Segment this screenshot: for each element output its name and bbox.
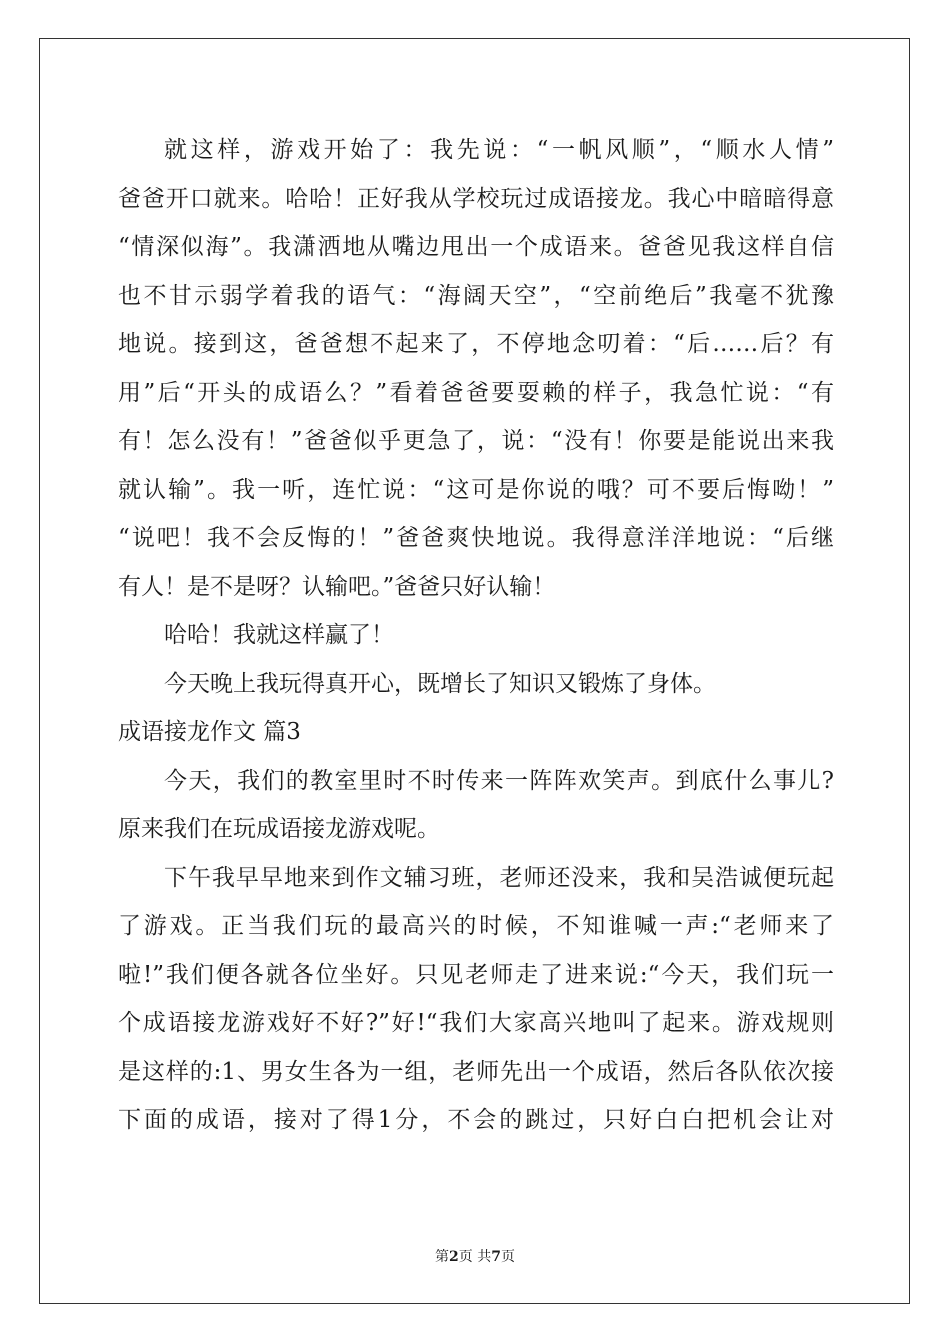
text-line: 下午我早早地来到作文辅习班，老师还没来，我和吴浩诚便玩起 — [164, 864, 834, 891]
text-line: 哈哈！我就这样赢了！ — [164, 622, 394, 648]
page-prefix: 第 — [435, 1249, 450, 1265]
text-line: 有人！是不是呀？认输吧。”爸爸只好认输！ — [118, 573, 556, 600]
text-line: “情深似海”。我潇洒地从嘴边甩出一个成语来。爸爸见我这样自信 — [118, 234, 834, 260]
text-line: 地说。接到这，爸爸想不起来了，不停地念叨着：“后……后？有 — [118, 331, 834, 357]
text-line: 了游戏。正当我们玩的最高兴的时候，不知谁喊一声:“老师来了 — [118, 913, 834, 939]
page-current: 2 — [449, 1249, 459, 1265]
text-line: 就认输”。我一听，连忙说：“这可是你说的哦？可不要后悔呦！” — [118, 476, 834, 503]
text-line: “说吧！我不会反悔的！”爸爸爽快地说。我得意洋洋地说：“后继 — [118, 525, 834, 551]
text-line: 爸爸开口就来。哈哈！正好我从学校玩过成语接龙。我心中暗暗得意 — [118, 185, 834, 212]
text-line: 今天晚上我玩得真开心，既增长了知识又锻炼了身体。 — [164, 670, 716, 697]
page-total: 7 — [491, 1249, 501, 1265]
section-heading: 成语接龙作文 篇3 — [118, 719, 301, 745]
text-line: 下面的成语，接对了得1分，不会的跳过，只好白白把机会让对 — [118, 1107, 834, 1133]
page-footer — [0, 1248, 950, 1266]
text-line: 个成语接龙游戏好不好?”好!“我们大家高兴地叫了起来。游戏规则 — [118, 1010, 834, 1036]
text-line: 就这样，游戏开始了：我先说：“一帆风顺”，“顺水人情” — [164, 137, 834, 163]
text-line: 也不甘示弱学着我的语气：“海阔天空”，“空前绝后”我毫不犹豫 — [118, 282, 834, 309]
text-line: 有！怎么没有！”爸爸似乎更急了，说：“没有！你要是能说出来我 — [118, 428, 834, 454]
text-line: 今天，我们的教室里时不时传来一阵阵欢笑声。到底什么事儿? — [164, 767, 834, 794]
page-mid: 页 共 — [458, 1249, 492, 1265]
page-suffix: 页 — [500, 1249, 515, 1265]
text-line: 是这样的:1、男女生各为一组，老师先出一个成语，然后各队依次接 — [118, 1058, 834, 1085]
text-line: 用”后“开头的成语么？”看着爸爸要耍赖的样子，我急忙说：“有 — [118, 379, 834, 406]
document-body — [118, 126, 834, 1145]
text-line: 原来我们在玩成语接龙游戏呢。 — [118, 816, 440, 842]
text-line: 啦!”我们便各就各位坐好。只见老师走了进来说:“今天，我们玩一 — [118, 961, 834, 988]
